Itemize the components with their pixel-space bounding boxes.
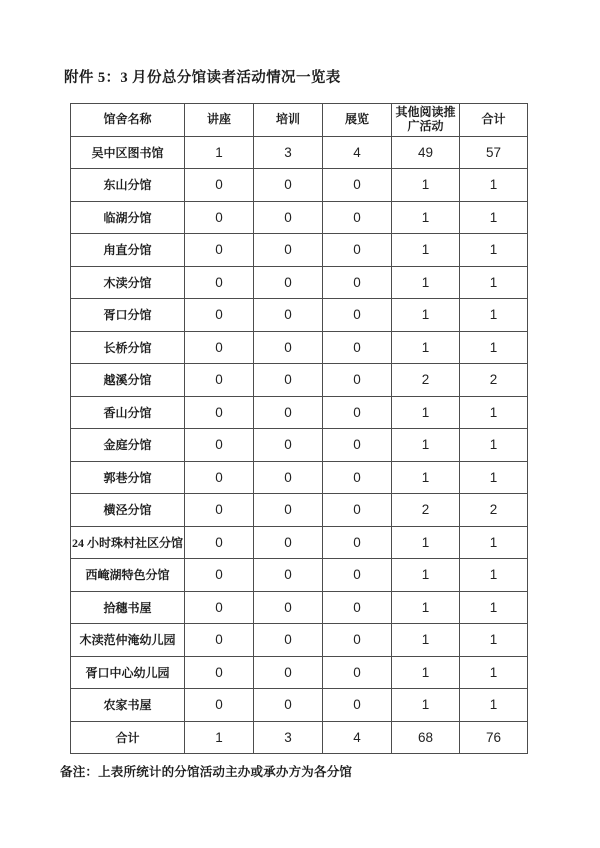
count-cell: 0 — [323, 559, 392, 592]
library-name-cell: 越溪分馆 — [71, 364, 185, 397]
table-row — [71, 364, 528, 397]
count-cell: 1 — [392, 689, 460, 722]
count-cell: 1 — [460, 234, 528, 267]
count-cell: 49 — [392, 136, 460, 169]
count-cell: 0 — [323, 494, 392, 527]
library-name-cell: 拾穗书屋 — [71, 591, 185, 624]
count-cell: 1 — [460, 396, 528, 429]
count-cell: 1 — [392, 559, 460, 592]
count-cell: 1 — [460, 591, 528, 624]
count-cell: 0 — [323, 234, 392, 267]
count-cell: 2 — [460, 364, 528, 397]
count-cell: 1 — [392, 234, 460, 267]
count-cell: 0 — [323, 201, 392, 234]
count-cell: 3 — [254, 136, 323, 169]
count-cell: 1 — [460, 331, 528, 364]
count-cell: 1 — [460, 201, 528, 234]
count-cell: 0 — [185, 591, 254, 624]
count-cell: 0 — [254, 526, 323, 559]
header-row — [71, 104, 528, 137]
count-cell: 0 — [323, 624, 392, 657]
count-cell: 1 — [185, 721, 254, 754]
table-row — [71, 169, 528, 202]
count-cell: 4 — [323, 721, 392, 754]
count-cell: 0 — [185, 364, 254, 397]
library-name-cell: 郭巷分馆 — [71, 461, 185, 494]
count-cell: 0 — [254, 201, 323, 234]
count-cell: 0 — [323, 169, 392, 202]
library-name-cell: 合计 — [71, 721, 185, 754]
count-cell: 0 — [185, 169, 254, 202]
library-name-cell: 甪直分馆 — [71, 234, 185, 267]
count-cell: 0 — [254, 331, 323, 364]
column-header: 其他阅读推广活动 — [392, 104, 460, 137]
count-cell: 1 — [460, 559, 528, 592]
count-cell: 1 — [392, 266, 460, 299]
table-row — [71, 721, 528, 754]
count-cell: 1 — [392, 201, 460, 234]
count-cell: 0 — [323, 266, 392, 299]
column-header: 馆舍名称 — [71, 104, 185, 137]
count-cell: 0 — [323, 689, 392, 722]
table-row — [71, 201, 528, 234]
library-name-cell: 吴中区图书馆 — [71, 136, 185, 169]
library-name-cell: 木渎范仲淹幼儿园 — [71, 624, 185, 657]
count-cell: 0 — [323, 429, 392, 462]
count-cell: 1 — [392, 624, 460, 657]
count-cell: 0 — [185, 331, 254, 364]
count-cell: 68 — [392, 721, 460, 754]
count-cell: 0 — [254, 234, 323, 267]
count-cell: 0 — [323, 396, 392, 429]
library-name-cell: 农家书屋 — [71, 689, 185, 722]
count-cell: 0 — [323, 461, 392, 494]
library-name-cell: 横泾分馆 — [71, 494, 185, 527]
count-cell: 1 — [185, 136, 254, 169]
count-cell: 0 — [254, 624, 323, 657]
count-cell: 0 — [254, 429, 323, 462]
count-cell: 1 — [392, 461, 460, 494]
count-cell: 0 — [254, 461, 323, 494]
library-name-cell: 24 小时珠村社区分馆 — [71, 526, 185, 559]
count-cell: 0 — [254, 299, 323, 332]
count-cell: 0 — [185, 494, 254, 527]
table-row — [71, 266, 528, 299]
count-cell: 1 — [460, 526, 528, 559]
count-cell: 0 — [185, 656, 254, 689]
page-title: 附件 5：3 月份总分馆读者活动情况一览表 — [64, 70, 341, 86]
count-cell: 1 — [392, 656, 460, 689]
library-name-cell: 西崦湖特色分馆 — [71, 559, 185, 592]
library-name-cell: 胥口中心幼儿园 — [71, 656, 185, 689]
column-header: 培训 — [254, 104, 323, 137]
count-cell: 0 — [254, 689, 323, 722]
library-name-cell: 木渎分馆 — [71, 266, 185, 299]
count-cell: 2 — [392, 494, 460, 527]
count-cell: 0 — [254, 494, 323, 527]
count-cell: 1 — [460, 689, 528, 722]
count-cell: 1 — [460, 169, 528, 202]
count-cell: 0 — [185, 526, 254, 559]
count-cell: 0 — [185, 396, 254, 429]
count-cell: 0 — [323, 364, 392, 397]
table-row — [71, 526, 528, 559]
library-name-cell: 金庭分馆 — [71, 429, 185, 462]
count-cell: 0 — [254, 266, 323, 299]
table-row — [71, 429, 528, 462]
count-cell: 4 — [323, 136, 392, 169]
count-cell: 0 — [254, 559, 323, 592]
count-cell: 57 — [460, 136, 528, 169]
count-cell: 1 — [460, 624, 528, 657]
count-cell: 2 — [460, 494, 528, 527]
count-cell: 0 — [185, 624, 254, 657]
library-name-cell: 临湖分馆 — [71, 201, 185, 234]
column-header: 展览 — [323, 104, 392, 137]
table-row — [71, 689, 528, 722]
count-cell: 0 — [185, 461, 254, 494]
table-row — [71, 234, 528, 267]
library-name-cell: 长桥分馆 — [71, 331, 185, 364]
library-name-cell: 东山分馆 — [71, 169, 185, 202]
count-cell: 2 — [392, 364, 460, 397]
count-cell: 1 — [460, 299, 528, 332]
count-cell: 0 — [323, 526, 392, 559]
count-cell: 0 — [254, 169, 323, 202]
count-cell: 0 — [254, 656, 323, 689]
table-row — [71, 494, 528, 527]
column-header: 讲座 — [185, 104, 254, 137]
table-row — [71, 299, 528, 332]
count-cell: 3 — [254, 721, 323, 754]
library-name-cell: 胥口分馆 — [71, 299, 185, 332]
reader-activity-table — [70, 103, 528, 754]
table-row — [71, 656, 528, 689]
table-body — [71, 136, 528, 754]
count-cell: 0 — [323, 331, 392, 364]
table-row — [71, 559, 528, 592]
count-cell: 1 — [460, 461, 528, 494]
table-row — [71, 624, 528, 657]
count-cell: 0 — [185, 234, 254, 267]
table-row — [71, 136, 528, 169]
count-cell: 1 — [460, 656, 528, 689]
count-cell: 1 — [460, 266, 528, 299]
count-cell: 0 — [185, 559, 254, 592]
count-cell: 1 — [392, 526, 460, 559]
count-cell: 0 — [185, 689, 254, 722]
count-cell: 0 — [323, 299, 392, 332]
library-name-cell: 香山分馆 — [71, 396, 185, 429]
count-cell: 0 — [254, 364, 323, 397]
count-cell: 1 — [392, 169, 460, 202]
count-cell: 0 — [323, 656, 392, 689]
count-cell: 0 — [185, 266, 254, 299]
count-cell: 1 — [392, 591, 460, 624]
table-row — [71, 461, 528, 494]
count-cell: 1 — [392, 331, 460, 364]
table-row — [71, 396, 528, 429]
count-cell: 1 — [392, 396, 460, 429]
count-cell: 0 — [254, 396, 323, 429]
count-cell: 1 — [460, 429, 528, 462]
count-cell: 0 — [254, 591, 323, 624]
count-cell: 1 — [392, 429, 460, 462]
table-row — [71, 591, 528, 624]
count-cell: 76 — [460, 721, 528, 754]
count-cell: 1 — [392, 299, 460, 332]
table-row — [71, 331, 528, 364]
footnote: 备注：上表所统计的分馆活动主办或承办方为各分馆 — [60, 765, 353, 779]
count-cell: 0 — [185, 299, 254, 332]
table-header-row — [71, 104, 528, 137]
count-cell: 0 — [185, 429, 254, 462]
count-cell: 0 — [323, 591, 392, 624]
column-header: 合计 — [460, 104, 528, 137]
count-cell: 0 — [185, 201, 254, 234]
